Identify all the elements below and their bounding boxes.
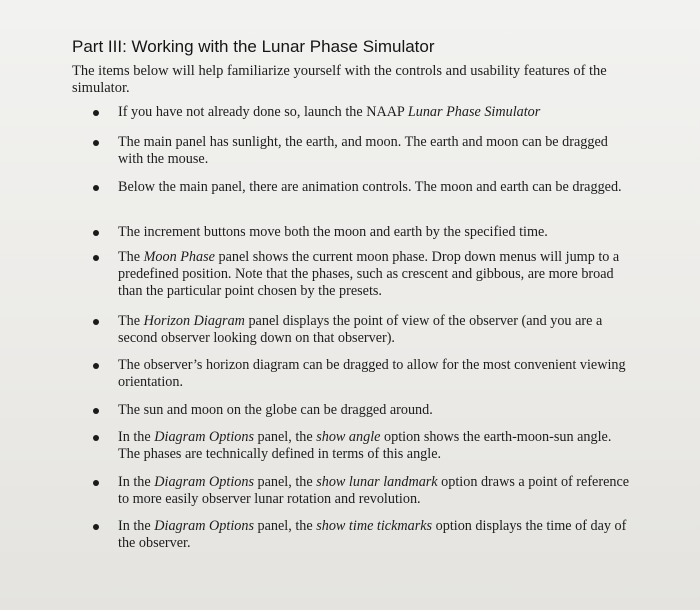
text-run: panel, the	[253, 518, 317, 534]
list-item-text	[118, 518, 633, 552]
list-item-text	[118, 313, 633, 347]
italic-term: show time tickmarks	[316, 518, 433, 534]
bullet-icon	[93, 363, 99, 369]
text-run: panel, the	[253, 474, 317, 490]
italic-term: Diagram Options	[154, 474, 254, 490]
bullet-icon	[93, 408, 99, 414]
text-run: panel, the	[253, 429, 317, 445]
text-run: The observer’s horizon diagram can be dragged to allow for the most convenient viewing orientation.	[118, 357, 626, 390]
text-run: The main panel has sunlight, the earth, and moon. The earth and moon can be dragged with the mouse.	[118, 134, 608, 167]
italic-term: Diagram Options	[154, 429, 254, 445]
intro-paragraph: The items below will help familiarize yourself with the controls and usability features of the simulator.	[72, 63, 607, 96]
bullet-icon	[93, 110, 99, 116]
text-run: The sun and moon on the globe can be dragged around.	[118, 402, 433, 418]
bullet-icon	[93, 480, 99, 486]
text-run: In the	[118, 474, 155, 490]
text-run: The	[118, 313, 144, 329]
text-run: In the	[118, 429, 155, 445]
list-item-text	[118, 429, 633, 463]
bullet-icon	[93, 185, 99, 191]
list-item-text	[118, 224, 633, 241]
bullet-icon	[93, 230, 99, 236]
list-item-text	[118, 357, 633, 391]
list-item-text	[118, 134, 633, 168]
bullet-icon	[93, 319, 99, 325]
text-run: panel displays the point of view of the observer (and you are a second observer looking down on that observer).	[118, 313, 603, 346]
text-run: If you have not already done so, launch the NAAP	[118, 104, 408, 120]
bullet-icon	[93, 255, 99, 261]
bullet-icon	[93, 140, 99, 146]
text-run: option displays the time of day of the observer.	[118, 518, 627, 551]
text-run: Below the main panel, there are animation controls. The moon and earth can be dragged.	[118, 179, 622, 195]
bullet-icon	[93, 435, 99, 441]
bullet-icon	[93, 524, 99, 530]
italic-term: Diagram Options	[154, 518, 254, 534]
list-item-text	[118, 179, 633, 196]
section-heading: Part III: Working with the Lunar Phase Simulator	[72, 37, 435, 56]
italic-term: show lunar landmark	[316, 474, 438, 490]
list-item-text	[118, 474, 633, 508]
italic-term: show angle	[316, 429, 381, 445]
list-item-text	[118, 402, 633, 419]
text-run: The	[118, 249, 144, 265]
text-run: The increment buttons move both the moon and earth by the specified time.	[118, 224, 548, 240]
list-item-text	[118, 249, 633, 300]
italic-term: Lunar Phase Simulator	[407, 104, 541, 120]
text-run: In the	[118, 518, 155, 534]
text-run: option draws a point of reference to more easily observer lunar rotation and revolution.	[118, 474, 630, 507]
italic-term: Horizon Diagram	[143, 313, 245, 329]
text-run: panel shows the current moon phase. Drop down menus will jump to a predefined position. Note that the phases, such as crescent and gibbous, are more broad than the particular point chosen by the presets.	[118, 249, 620, 299]
text-run: option shows the earth-moon-sun angle. The phases are technically defined in terms of this angle.	[118, 429, 612, 462]
italic-term: Moon Phase	[143, 249, 215, 265]
list-item-text	[118, 104, 633, 121]
